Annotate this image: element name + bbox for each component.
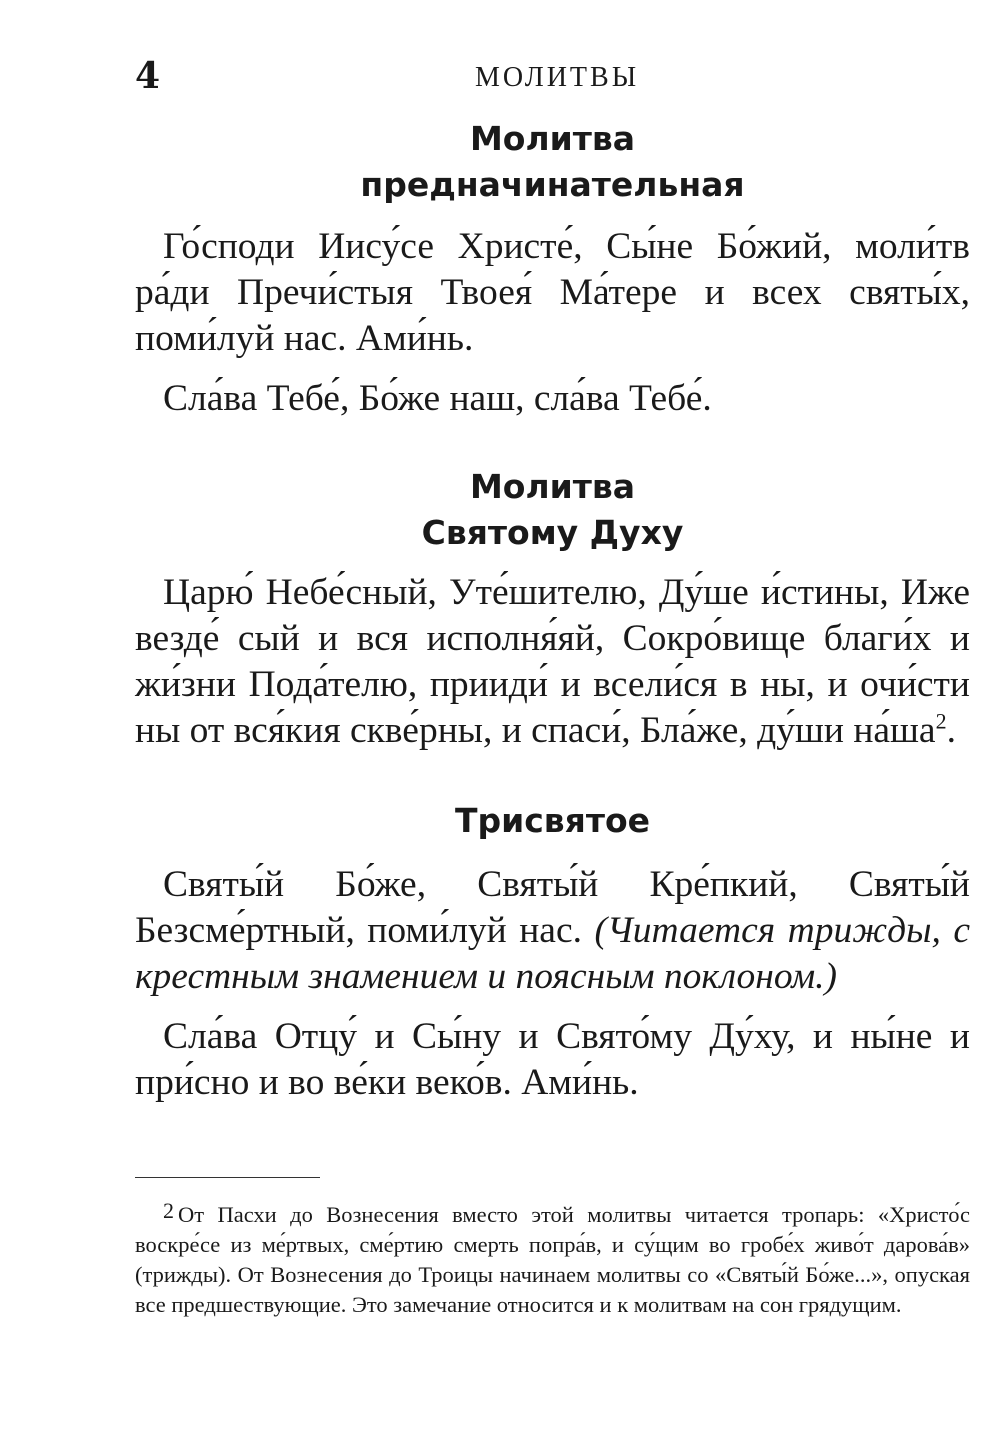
heading-line: предначинательная xyxy=(360,165,745,204)
section-heading-trisagion xyxy=(135,798,970,844)
heading-line: Молитва xyxy=(469,119,636,158)
footnote-text: От Пасхи до Вознесения вместо этой молитвы читается тропарь: «Христо́с воскре́се из ме́ртвых, сме́ртию смерть попра́в, и су́щим во гробе́х живо́т дарова́в» (трижды). От Вознесения до Троицы начинаем молитвы со «Святы́й Бо́же...», опуская все предшествующие. Это замечание относится и к молитвам на сон грядущим. xyxy=(135,1202,970,1317)
prayer-text: Царю́ Небе́сный, Уте́шителю, Ду́ше и́стины, Иже везде́ сый и вся исполня́яй, Сокро́вище благи́х и жи́зни Пода́телю, прииди́ и всели́ся в ны, и очи́сти ны от вся́кия скве́рны, и спаси́, Бла́же, ду́ши на́ша xyxy=(135,572,970,751)
page-body xyxy=(135,112,970,1106)
footnote-divider xyxy=(135,1177,320,1178)
footnote xyxy=(135,1196,970,1320)
running-head xyxy=(135,52,970,100)
prayer-text: Святы́й Бо́же, Святы́й Кре́пкий, Святы́й Безсме́ртный, поми́луй нас. xyxy=(135,864,970,951)
prayer-paragraph: Царю́ Небе́сный, Уте́шителю, Ду́ше и́стины, Иже везде́ сый и вся исполня́яй, Сокро́вище благи́х и жи́зни Пода́телю, прииди́ и всели́ся в ны, и очи́сти ны от вся́кия скве́рны, и спаси́, Бла́же, ду́ши $на́ша^2$. xyxy=(135,572,970,751)
running-title: МОЛИТВЫ xyxy=(475,62,640,93)
heading-line: Молитва xyxy=(469,467,636,506)
page-number: 4 xyxy=(135,55,161,97)
footnote-reference[interactable]: 2 xyxy=(935,708,947,734)
footnote-mark: 2 xyxy=(163,1198,174,1223)
heading-line: Трисвятое xyxy=(454,801,651,840)
rubric-instruction: (Читается трижды, с крестным знамением и поясным поклоном.) xyxy=(135,910,970,997)
prayer-paragraph xyxy=(135,862,970,1000)
prayer-paragraph: Сла́ва Тебе́, Бо́же наш, сла́ва Тебе́. xyxy=(163,378,712,419)
prayer-paragraph: Го́споди Иису́се Христе́, Сы́не Бо́жий, моли́тв ра́ди Пречи́стыя Твоея́ Ма́тере и всех святы́х, поми́луй нас. Ами́нь. xyxy=(135,226,970,359)
prayer-paragraph: Сла́ва Отцу́ и Сы́ну и Свято́му Ду́ху, и ны́не и при́сно и во ве́ки веко́в. Ами́нь. xyxy=(135,1016,970,1103)
section-heading-holy-spirit xyxy=(135,464,970,556)
section-heading-opening-prayer xyxy=(135,116,970,208)
heading-line: Святому Духу xyxy=(421,513,684,552)
